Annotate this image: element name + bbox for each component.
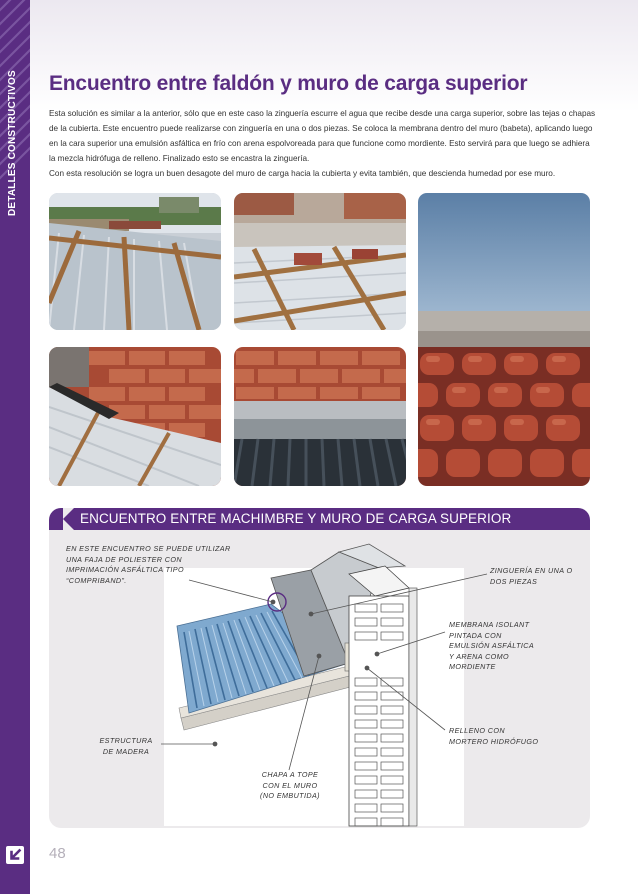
label-zingueria: ZINGUERÍA EN UNA O DOS PIEZAS <box>490 566 573 586</box>
photo-flashing-corrugated <box>234 347 406 486</box>
label-relleno: RELLENO CON MORTERO HIDRÓFUGO <box>449 726 539 746</box>
photo-roof-insulation-wide <box>49 193 221 330</box>
label-membrana: MEMBRANA ISOLANT PINTADA CON EMULSIÓN ASFÁLTICA Y ARENA COMO MORDIENTE <box>449 620 534 671</box>
diagram-header-notch <box>63 508 74 530</box>
label-estructura-madera: ESTRUCTURA DE MADERA <box>99 736 153 756</box>
label-chapa-a-tope: CHAPA A TOPE CON EL MURO (NO EMBUTIDA) <box>260 770 320 800</box>
diagram-title: ENCUENTRO ENTRE MACHIMBRE Y MURO DE CARGA SUPERIOR <box>80 511 512 526</box>
photo-roof-battens-wall <box>234 193 406 330</box>
side-band <box>0 0 30 894</box>
arrow-down-left-icon <box>6 846 24 864</box>
photo-brick-wall-junction <box>49 347 221 486</box>
intro-text <box>49 106 597 181</box>
label-faja-poliester: EN ESTE ENCUENTRO SE PUEDE UTILIZAR UNA FAJA DE POLIESTER CON IMPRIMACIÓN ASFÁLTICA TIPO “COMPRIBAND”. <box>66 544 231 585</box>
intro-paragraph-2: Con esta resolución se logra un buen desagote del muro de carga hacia la cubierta y evita también, que descienda humedad por ese muro. <box>49 169 556 178</box>
diagram-panel <box>49 508 590 828</box>
page-title: Encuentro entre faldón y muro de carga superior <box>49 72 528 95</box>
intro-paragraph-1: Esta solución es similar a la anterior, sólo que en este caso la zinguería escurre el agua que recibe desde una carga superior, sobre las tejas o chapas de la cubierta. Este encuentro puede realizarse con zinguería en una o dos piezas. Se coloca la membrana dentro del muro (babeta), aplicando luego en la cara superior una emulsión asfáltica en frío con arena espolvoreada para que funcione como mordiente. Esto servirá para que luego se adhiera la mezcla hidrófuga de relleno. Finalizado esto se encastra la zinguería. <box>49 109 596 163</box>
photo-wall-sky <box>418 193 590 486</box>
page-number: 48 <box>49 845 66 862</box>
section-label: DETALLES CONSTRUCTIVOS <box>7 70 18 216</box>
